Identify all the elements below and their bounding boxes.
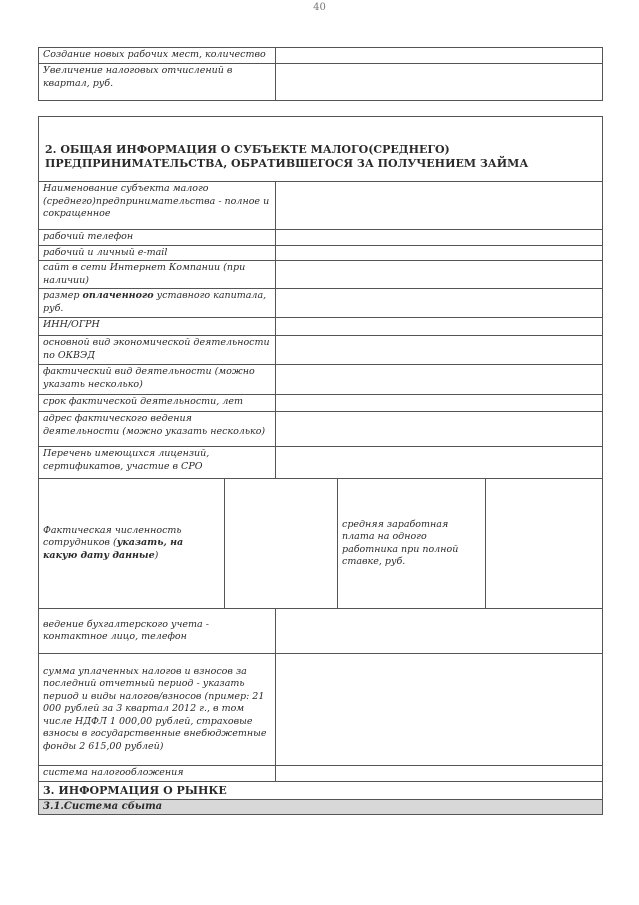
value-email[interactable] [276,245,603,261]
section-header [39,781,603,799]
label-staff-emphasis: указать, на какую дату данные [43,537,184,561]
value-company-name[interactable] [276,182,603,230]
value-tax-system[interactable] [276,766,603,782]
label-staff-count [39,479,225,609]
section3-subtitle: 3.1.Система сбыта [39,799,603,815]
value-website[interactable] [276,261,603,289]
table-row [39,365,603,395]
label-phone: рабочий телефон [39,230,276,246]
label-licenses: Перечень имеющихся лицензий, сертификатов, участие в СРО [39,447,276,479]
label-inn: ИНН/ОГРН [39,318,276,336]
value-address[interactable] [276,412,603,447]
label-capital [39,289,276,318]
label-tax-increase: Увеличение налоговых отчислений в квартал, руб. [39,64,276,101]
section-header [39,117,603,182]
label-okved: основной вид экономической деятельности по ОКВЭД [39,336,276,365]
label-taxes-paid: сумма уплаченных налогов и взносов за последний отчетный период - указать период и виды налогов/взносов (пример: 21 000 рублей за 3 квартал 2012 г., в том числе НДФЛ 1 000,00 рублей, страховые взносы в государственные внебюджетные фонды 2 615,00 рублей) [39,654,276,766]
label-activity-term: срок фактической деятельности, лет [39,395,276,412]
label-capital-part1: размер [43,290,83,301]
value-phone[interactable] [276,230,603,246]
table-row [39,766,603,782]
value-avg-salary[interactable] [486,479,603,609]
label-avg-salary: средняя заработная плата на одного работника при полной ставке, руб. [338,479,486,609]
value-capital[interactable] [276,289,603,318]
table-row [39,182,603,230]
value-okved[interactable] [276,336,603,365]
value-accounting[interactable] [276,609,603,654]
table-row [39,609,603,654]
label-actual-activity: фактический вид деятельности (можно указать несколько) [39,365,276,395]
page-number: 40 [313,2,326,13]
table-row [39,64,603,101]
label-staff-part1: Фактическая численность сотрудников ( [43,524,182,549]
section3-title: 3. ИНФОРМАЦИЯ О РЫНКЕ [39,781,603,799]
label-company-name: Наименование субъекта малого (среднего)предпринимательства - полное и сокращенное [39,182,276,230]
section-subheader [39,799,603,815]
value-actual-activity[interactable] [276,365,603,395]
value-activity-term[interactable] [276,395,603,412]
general-info-table [38,116,603,815]
table-row [39,336,603,365]
table-row [39,289,603,318]
value-taxes-paid[interactable] [276,654,603,766]
table-row [39,479,603,609]
section2-title: 2. ОБЩАЯ ИНФОРМАЦИЯ О СУБЪЕКТЕ МАЛОГО(СРЕДНЕГО) ПРЕДПРИНИМАТЕЛЬСТВА, ОБРАТИВШЕГОСЯ ЗА ПОЛУЧЕНИЕМ ЗАЙМА [39,117,603,182]
table-row [39,261,603,289]
label-tax-system: система налогообложения [39,766,276,782]
label-capital-emphasis: оплаченного [82,290,154,301]
table-row [39,230,603,246]
table-row [39,395,603,412]
value-inn[interactable] [276,318,603,336]
label-new-jobs: Создание новых рабочих мест, количество [39,48,276,64]
label-accounting: ведение бухгалтерского учета - контактное лицо, телефон [39,609,276,654]
label-email: рабочий и личный e-mail [39,245,276,261]
label-capital-part2: уставного капитала, руб. [43,290,267,314]
table-row [39,654,603,766]
table-row [39,447,603,479]
value-new-jobs[interactable] [276,48,603,64]
top-table [38,47,603,101]
label-website: сайт в сети Интернет Компании (при наличии) [39,261,276,289]
label-staff-part2: ) [154,549,159,561]
table-row [39,318,603,336]
label-address: адрес фактического ведения деятельности (можно указать несколько) [39,412,276,447]
table-row [39,245,603,261]
value-staff-count[interactable] [225,479,338,609]
table-row [39,48,603,64]
value-tax-increase[interactable] [276,64,603,101]
table-row [39,412,603,447]
value-licenses[interactable] [276,447,603,479]
